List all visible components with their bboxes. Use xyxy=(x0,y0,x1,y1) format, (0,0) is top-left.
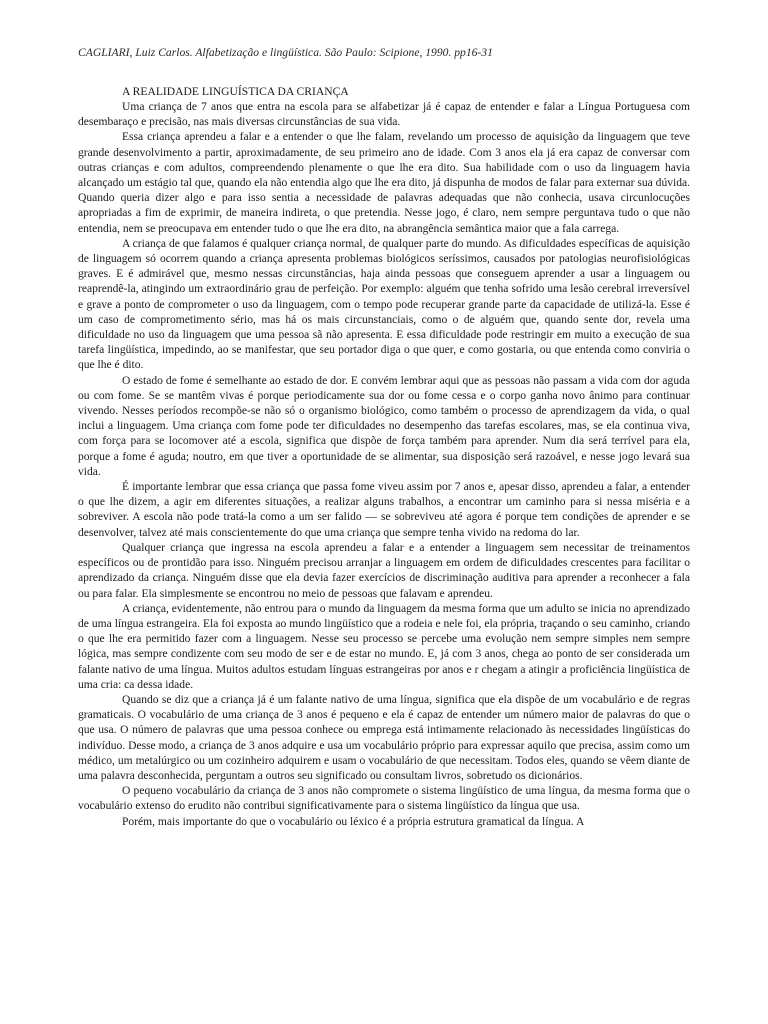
paragraph: Porém, mais importante do que o vocabulário ou léxico é a própria estrutura gramatical da língua. A xyxy=(122,815,585,828)
paragraph: Uma criança de 7 anos que entra na escola para se alfabetizar já é capaz de entender e falar a Língua Portuguesa com desembaraço e precisão, nas mais diversas circunstâncias de sua vida. xyxy=(78,101,690,129)
paragraph: A criança de que falamos é qualquer criança normal, de qualquer parte do mundo. As dificuldades específicas de aquisição de linguagem só ocorrem quando a criança apresenta problemas biológicos seríssimos, causados por patologias neurofisiológicas graves. E é admirável que, mesmo nessas circunstâncias, haja ainda pessoas que conseguem aprender a usar a linguagem ou reaprendê-la, atingindo um extraordinário grau de perfeição. Por exemplo: alguém que tenha sofrido uma lesão cerebral irreversível e grave a ponto de comprometer o uso da linguagem, com o tempo pode recuperar grande parte da capacidade de utilizá-la. Esse é um caso de comprometimento sério, mas há os mais circunstanciais, como o de alguém que, quando sente dor, revela uma dificuldade no uso da linguagem que uma pessoa sã não apresenta. E essa dificuldade pode restringir em muito a execução de sua tarefa lingüística, impedindo, ao se manifestar, que seu portador diga o que quer, e como gostaria, ou que entenda como conviria o que lhe é dito. xyxy=(78,237,690,372)
paragraph: O estado de fome é semelhante ao estado de dor. E convém lembrar aqui que as pessoas não passam a vida com dor aguda ou com fome. Se se mantêm vivas é porque periodicamente sua dor ou fome cessa e o corpo ganha novo ânimo para continuar vivendo. Nesses períodos recompõe-se não só o organismo biológico, como também o processo de aprendizagem da vida, o qual inclui a linguagem. Uma criança com fome pode ter dificuldades no desempenho das tarefas escolares, mas, se ela continua viva, com força para se locomover até a escola, significa que dispõe de força também para aprender. Num dia será terrível para ela, porque a fome é aguda; noutro, em que tiver a oportunidade de se alimentar, sua disposição será razoável, e nesse jogo levará sua vida. xyxy=(78,374,690,478)
citation: CAGLIARI, Luiz Carlos. Alfabetização e lingüística. São Paulo: Scipione, 1990. pp16-31 xyxy=(78,46,493,59)
paragraph: É importante lembrar que essa criança que passa fome viveu assim por 7 anos e, apesar disso, aprendeu a falar, a entender o que lhe dizem, a agir em diferentes situações, a realizar alguns trabalhos, a encontrar um caminho para si nessa miséria e a sobreviver. A escola não pode tratá-la como a um ser falido — se sobreviveu até agora é porque tem condições de aprender e se desenvolver, talvez até mais conscientemente do que uma criança que sempre tenha vivido na redoma do lar. xyxy=(78,481,690,539)
body-text xyxy=(78,100,690,830)
paragraph: Qualquer criança que ingressa na escola aprendeu a falar e a entender a linguagem sem necessitar de treinamentos específicos ou de prontidão para isso. Ninguém precisou arranjar a linguagem em ordem de dificuldades crescentes para facilitar o aprendizado da criança. Ninguém disse que ela devia fazer exercícios de discriminação auditiva para aprender a reconhecer a fala ou para falar. Ela simplesmente se encontrou no meio de pessoas que falavam e aprendeu. xyxy=(78,541,690,600)
document-title: A REALIDADE LINGUÍSTICA DA CRIANÇA xyxy=(122,85,349,98)
paragraph: Quando se diz que a criança já é um falante nativo de uma língua, significa que ela dispõe de um vocabulário e de regras gramaticais. O vocabulário de uma criança de 3 anos é pequeno e ela é capaz de entender um número maior de palavras do que o que usa. O número de palavras que uma pessoa conhece ou emprega está intimamente relacionado às necessidades lingüísticas do indivíduo. Desse modo, a criança de 3 anos adquire e usa um vocabulário próprio para expressar aquilo que precisa, assim como um médico, um metalúrgico ou um cozinheiro adquirem e usam o vocabulário de que necessitam. Todos eles, quando se vêem diante de uma palavra desconhecida, perguntam a outros seu significado ou consultam livros, sobretudo os dicionários. xyxy=(78,693,690,782)
paragraph: A criança, evidentemente, não entrou para o mundo da linguagem da mesma forma que um adulto se inicia no aprendizado de uma língua estrangeira. Ela foi exposta ao mundo lingüístico que a rodeia e nele foi, ela própria, traçando o seu caminho, criando o que lhe era permitido fazer com a linguagem. Nesse seu processo se percebe uma evolução nem sempre simples nem sempre lógica, mas sempre condizente com seu modo de ser e de estar no mundo. E, já com 3 anos, chega ao ponto de ser considerada um falante nativo de uma língua. Muitos adultos estudam línguas estrangeiras por anos e r chegam a atingir a proficiência lingüística de uma cria: ca dessa idade. xyxy=(78,602,690,691)
paragraph: O pequeno vocabulário da criança de 3 anos não compromete o sistema lingüístico de uma língua, da mesma forma que o vocabulário extenso do erudito não contribui significativamente para o sistema lingüístico da língua que usa. xyxy=(78,785,690,813)
paragraph: Essa criança aprendeu a falar e a entender o que lhe falam, revelando um processo de aquisição da linguagem que teve grande desenvolvimento a partir, aproximadamente, de seu primeiro ano de idade. Com 3 anos ela já era capaz de conversar com outras crianças e com adultos, compreendendo plenamente o que lhe era dito. Sua habilidade com o uso da linguagem havia alcançado um estágio tal que, quando ela não entendia algo que lhe era dito, já dispunha de modos de falar para externar sua dúvida. Quando queria dizer algo e para isso sentia a necessidade de palavras adequadas que não conhecia, usava circunlocuções apropriadas a fim de exprimir, de maneira indireta, o que pretendia. Nesse jogo, é claro, nem sempre perguntava tudo o que não entendia, nem se preocupava em entender tudo o que lhe era dito, na abrangência semântica maior que a fala carrega. xyxy=(78,131,690,235)
